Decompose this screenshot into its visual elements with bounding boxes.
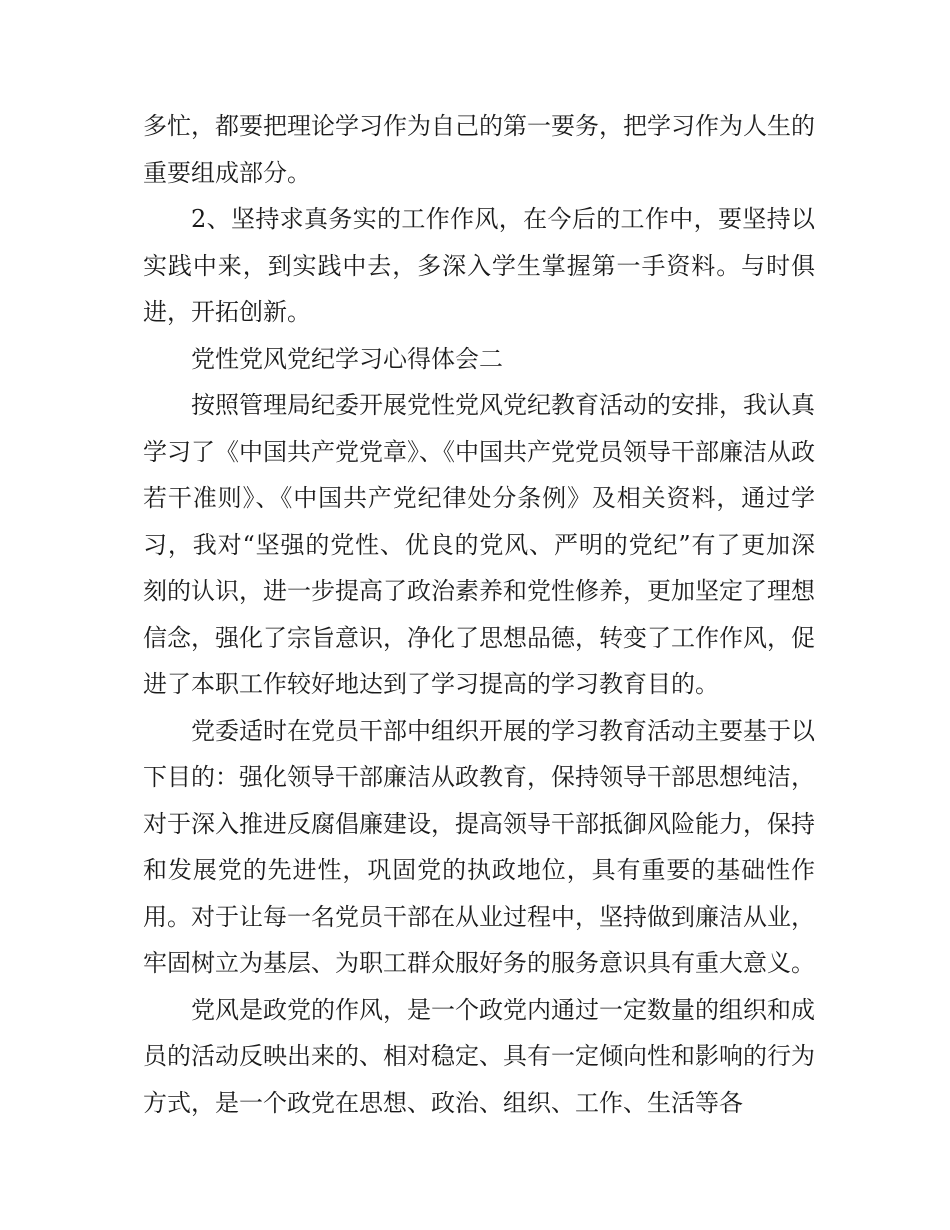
paragraph: 党风是政党的作风，是一个政党内通过一定数量的组织和成员的活动反映出来的、相对稳定、具有一定倾向性和影响的行为方式，是一个政党在思想、政治、组织、工作、生活等各 [143, 995, 815, 1117]
section-heading: 党性党风党纪学习心得体会二 [191, 344, 503, 373]
paragraph: 党委适时在党员干部中组织开展的学习教育活动主要基于以下目的：强化领导干部廉洁从政教育，保持领导干部思想纯洁，对于深入推进反腐倡廉建设，提高领导干部抵御风险能力，保持和发展党的先进性，巩固党的执政地位，具有重要的基础性作用。对于让每一名党员干部在从业过程中，坚持做到廉洁从业，牢固树立为基层、为职工群众服好务的服务意识具有重大意义。 [143, 716, 815, 977]
paragraph: 按照管理局纪委开展党性党风党纪教育活动的安排，我认真学习了《中国共产党党章》、《中国共产党党员领导干部廉洁从政若干准则》、《中国共产党纪律处分条例》及相关资料，通过学习，我对“坚强的党性、优良的党风、严明的党纪”有了更加深刻的认识，进一步提高了政治素养和党性修养，更加坚定了理想信念，强化了宗旨意识，净化了思想品德，转变了工作作风，促进了本职工作较好地达到了学习提高的学习教育目的。 [143, 391, 815, 698]
paragraph-point-2: 2、坚持求真务实的工作作风，在今后的工作中，要坚持以实践中来，到实践中去，多深入学生掌握第一手资料。与时俱进，开拓创新。 [143, 205, 815, 326]
document-body [143, 103, 815, 1126]
paragraph-continuation: 多忙，都要把理论学习作为自己的第一要务，把学习作为人生的重要组成部分。 [143, 112, 815, 187]
